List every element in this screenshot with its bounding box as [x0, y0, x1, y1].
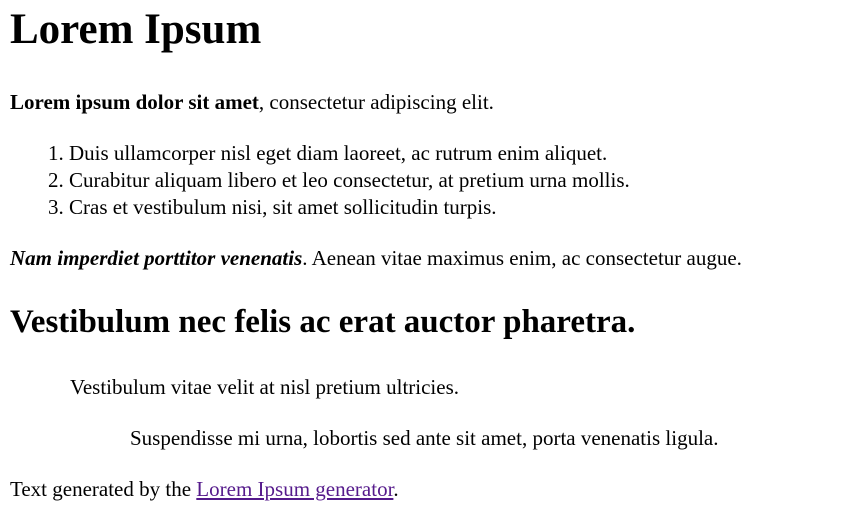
intro-text: , consectetur adipiscing elit. [258, 90, 494, 114]
intro-paragraph [10, 89, 494, 116]
list-item: 1. Duis ullamcorper nisl eget diam laoreet, ac rutrum enim aliquet. [69, 140, 630, 167]
list-item: 2. Curabitur aliquam libero et leo consectetur, at pretium urna mollis. [69, 167, 630, 194]
page-title: Lorem Ipsum [10, 6, 262, 53]
intro-bold-text: Lorem ipsum dolor sit amet [10, 90, 259, 114]
blockquote-level-1: Vestibulum vitae velit at nisl pretium ultricies. [70, 375, 460, 399]
emphasis-bold-italic-text: Nam imperdiet porttitor venenatis [10, 246, 303, 270]
ordered-list [10, 140, 630, 221]
blockquote-level-2: Suspendisse mi urna, lobortis sed ante sit amet, porta venenatis ligula. [130, 426, 719, 450]
lorem-ipsum-generator-link[interactable]: Lorem Ipsum generator [196, 477, 394, 501]
footer-credit [10, 476, 399, 503]
section-heading: Vestibulum nec felis ac erat auctor pharetra. [10, 304, 636, 340]
emphasis-paragraph [10, 245, 742, 272]
list-item: 3. Cras et vestibulum nisi, sit amet sollicitudin turpis. [69, 194, 630, 221]
emphasis-text: . Aenean vitae maximus enim, ac consectetur augue. [302, 246, 742, 270]
footer-prefix: Text generated by the [10, 477, 197, 501]
footer-suffix: . [393, 477, 399, 501]
